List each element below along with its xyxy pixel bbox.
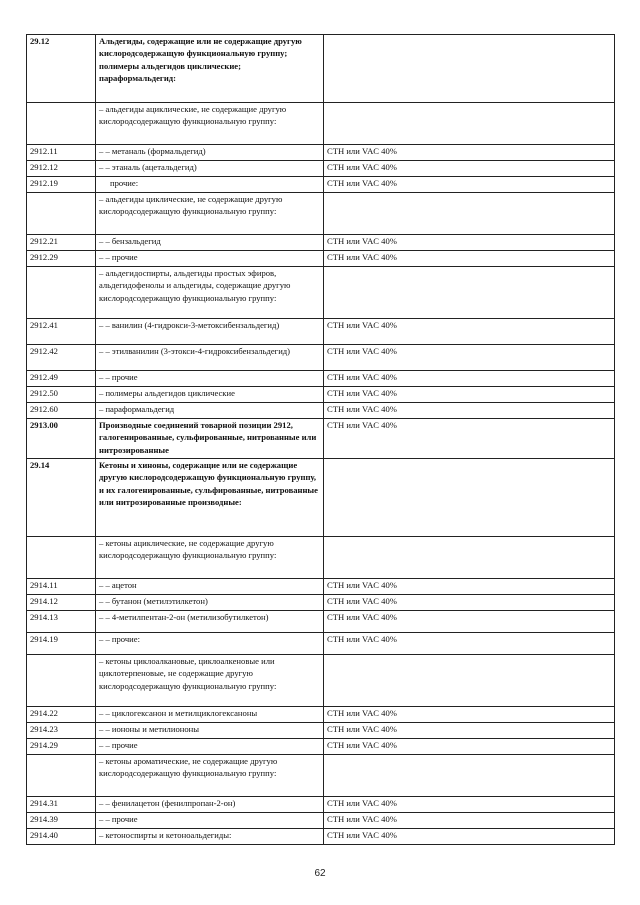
hs-code-cell: 2912.60 — [27, 403, 96, 419]
duty-rule-cell: СТН или VAC 40% — [324, 345, 615, 371]
duty-rule-cell: СТН или VAC 40% — [324, 813, 615, 829]
table-row — [27, 813, 615, 829]
hs-code-cell: 2914.11 — [27, 579, 96, 595]
hs-code-cell: 29.12 — [27, 35, 96, 103]
hs-code-cell: 2914.40 — [27, 829, 96, 845]
description-cell: – – бензальдегид — [96, 235, 324, 251]
table-row — [27, 387, 615, 403]
duty-rule-cell — [324, 103, 615, 145]
hs-code-cell: 2912.12 — [27, 161, 96, 177]
description-cell: – альдегиды ациклические, не содержащие другую кислородсодержащую функциональную группу: — [96, 103, 324, 145]
table-row — [27, 723, 615, 739]
description-cell: – – прочие — [96, 371, 324, 387]
duty-rule-cell: СТН или VAC 40% — [324, 145, 615, 161]
table-row — [27, 829, 615, 845]
duty-rule-cell — [324, 193, 615, 235]
duty-rule-cell: СТН или VAC 40% — [324, 797, 615, 813]
description-cell: – – 4-метилпентан-2-он (метилизобутилкетон) — [96, 611, 324, 633]
hs-code-cell: 2914.19 — [27, 633, 96, 655]
table-row — [27, 35, 615, 103]
hs-code-cell: 2914.39 — [27, 813, 96, 829]
description-cell: Производные соединений товарной позиции 2912, галогенированные, сульфированные, нитрованные или нитрозированные — [96, 419, 324, 459]
duty-rule-cell: СТН или VAC 40% — [324, 403, 615, 419]
page-number: 62 — [314, 868, 326, 879]
table-row — [27, 537, 615, 579]
table-row — [27, 633, 615, 655]
tariff-table-body — [27, 35, 615, 845]
table-row — [27, 707, 615, 723]
description-cell: – – фенилацетон (фенилпропан-2-он) — [96, 797, 324, 813]
description-cell: – – циклогексанон и метилциклогексаноны — [96, 707, 324, 723]
hs-code-cell — [27, 267, 96, 319]
duty-rule-cell — [324, 755, 615, 797]
table-row — [27, 611, 615, 633]
hs-code-cell — [27, 193, 96, 235]
hs-code-cell: 2914.13 — [27, 611, 96, 633]
description-cell: – – ванилин (4-гидрокси-3-метоксибензальдегид) — [96, 319, 324, 345]
hs-code-cell — [27, 537, 96, 579]
table-row — [27, 235, 615, 251]
description-cell: Альдегиды, содержащие или не содержащие другую кислородсодержащую функциональную группу; полимеры альдегидов циклические; параформальдегид: — [96, 35, 324, 103]
description-cell: – – иононы и метилиононы — [96, 723, 324, 739]
duty-rule-cell: СТН или VAC 40% — [324, 387, 615, 403]
table-row — [27, 319, 615, 345]
description-cell: – – прочие — [96, 251, 324, 267]
duty-rule-cell — [324, 35, 615, 103]
hs-code-cell: 2912.19 — [27, 177, 96, 193]
hs-code-cell: 2914.23 — [27, 723, 96, 739]
description-cell: – полимеры альдегидов циклические — [96, 387, 324, 403]
duty-rule-cell: СТН или VAC 40% — [324, 579, 615, 595]
table-row — [27, 403, 615, 419]
hs-code-cell: 2912.29 — [27, 251, 96, 267]
table-row — [27, 797, 615, 813]
hs-code-cell: 2912.50 — [27, 387, 96, 403]
duty-rule-cell: СТН или VAC 40% — [324, 633, 615, 655]
table-row — [27, 145, 615, 161]
hs-code-cell: 29.14 — [27, 459, 96, 537]
table-row — [27, 161, 615, 177]
table-row — [27, 755, 615, 797]
duty-rule-cell — [324, 459, 615, 537]
duty-rule-cell: СТН или VAC 40% — [324, 829, 615, 845]
hs-code-cell — [27, 755, 96, 797]
hs-code-cell: 2914.12 — [27, 595, 96, 611]
duty-rule-cell: СТН или VAC 40% — [324, 371, 615, 387]
duty-rule-cell: СТН или VAC 40% — [324, 251, 615, 267]
description-cell: – параформальдегид — [96, 403, 324, 419]
hs-code-cell: 2914.31 — [27, 797, 96, 813]
description-cell: – кетоноспирты и кетоноальдегиды: — [96, 829, 324, 845]
table-row — [27, 103, 615, 145]
table-row — [27, 419, 615, 459]
duty-rule-cell: СТН или VAC 40% — [324, 319, 615, 345]
table-row — [27, 345, 615, 371]
table-row — [27, 193, 615, 235]
description-cell: – – этилванилин (3-этокси-4-гидроксибензальдегид) — [96, 345, 324, 371]
description-cell: – – метаналь (формальдегид) — [96, 145, 324, 161]
duty-rule-cell: СТН или VAC 40% — [324, 595, 615, 611]
duty-rule-cell: СТН или VAC 40% — [324, 235, 615, 251]
description-cell: – кетоны циклоалкановые, циклоалкеновые или циклотерпеновые, не содержащие другую кислородсодержащую функциональную группу: — [96, 655, 324, 707]
hs-code-cell: 2912.42 — [27, 345, 96, 371]
hs-code-cell — [27, 103, 96, 145]
duty-rule-cell: СТН или VAC 40% — [324, 739, 615, 755]
hs-code-cell — [27, 655, 96, 707]
description-cell: Кетоны и хиноны, содержащие или не содержащие другую кислородсодержащую функциональную группу, и их галогенированные, сульфированные, нитрованные или нитрозированные производные: — [96, 459, 324, 537]
table-row — [27, 579, 615, 595]
description-cell: – кетоны ациклические, не содержащие другую кислородсодержащую функциональную группу: — [96, 537, 324, 579]
duty-rule-cell — [324, 267, 615, 319]
duty-rule-cell: СТН или VAC 40% — [324, 419, 615, 459]
description-cell: – – прочие: — [96, 633, 324, 655]
hs-code-cell: 2912.11 — [27, 145, 96, 161]
duty-rule-cell: СТН или VAC 40% — [324, 161, 615, 177]
hs-code-cell: 2914.29 — [27, 739, 96, 755]
description-cell: прочие: — [96, 177, 324, 193]
hs-code-cell: 2914.22 — [27, 707, 96, 723]
hs-code-cell: 2912.49 — [27, 371, 96, 387]
description-cell: – – прочие — [96, 739, 324, 755]
table-row — [27, 459, 615, 537]
description-cell: – – ацетон — [96, 579, 324, 595]
hs-code-cell: 2913.00 — [27, 419, 96, 459]
table-row — [27, 739, 615, 755]
description-cell: – кетоны ароматические, не содержащие другую кислородсодержащую функциональную группу: — [96, 755, 324, 797]
description-cell: – – прочие — [96, 813, 324, 829]
duty-rule-cell: СТН или VAC 40% — [324, 177, 615, 193]
table-row — [27, 267, 615, 319]
table-row — [27, 177, 615, 193]
description-cell: – альдегидоспирты, альдегиды простых эфиров, альдегидофенолы и альдегиды, содержащие другую кислородсодержащую функциональную группу: — [96, 267, 324, 319]
duty-rule-cell — [324, 655, 615, 707]
duty-rule-cell — [324, 537, 615, 579]
tariff-table — [26, 34, 615, 845]
description-cell: – альдегиды циклические, не содержащие другую кислородсодержащую функциональную группу: — [96, 193, 324, 235]
hs-code-cell: 2912.41 — [27, 319, 96, 345]
table-row — [27, 251, 615, 267]
table-row — [27, 371, 615, 387]
duty-rule-cell: СТН или VAC 40% — [324, 707, 615, 723]
hs-code-cell: 2912.21 — [27, 235, 96, 251]
table-row — [27, 595, 615, 611]
table-row — [27, 655, 615, 707]
duty-rule-cell: СТН или VAC 40% — [324, 723, 615, 739]
duty-rule-cell: СТН или VAC 40% — [324, 611, 615, 633]
description-cell: – – этаналь (ацетальдегид) — [96, 161, 324, 177]
description-cell: – – бутанон (метилэтилкетон) — [96, 595, 324, 611]
